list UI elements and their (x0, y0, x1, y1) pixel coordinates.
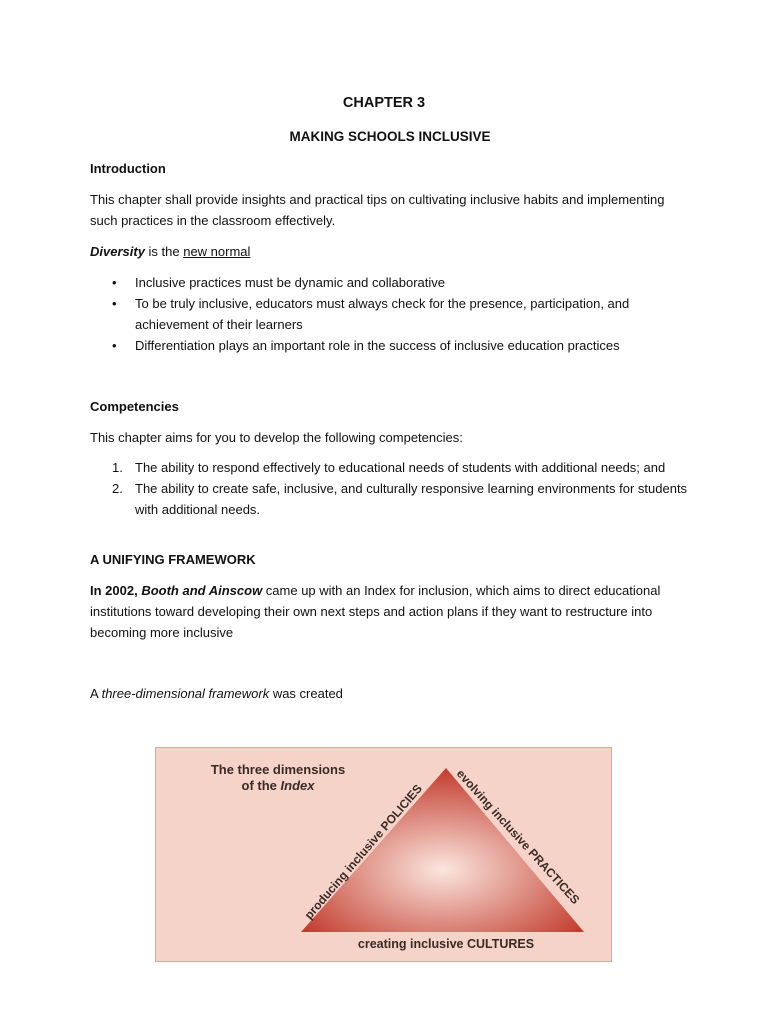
left-edge-label-path: producing inclusive POLICIES (301, 781, 426, 922)
introduction-paragraph: This chapter shall provide insights and practical tips on cultivating inclusive habits and implementing such practices in the classroom effectively. (90, 192, 665, 228)
chapter-title: CHAPTER 3 (342, 95, 426, 111)
list-item (90, 272, 690, 293)
list-item (90, 335, 690, 356)
bullet-icon: • (112, 296, 117, 311)
bottom-edge-label: creating inclusive CULTURES (357, 937, 535, 951)
competencies-heading: Competencies (90, 399, 179, 414)
list-item-text: The ability to create safe, inclusive, and culturally responsive learning environments for students with additional needs. (135, 481, 688, 517)
introduction-heading: Introduction (90, 161, 166, 176)
list-item (90, 457, 690, 478)
list-item (90, 478, 690, 520)
diversity-mid: is the (144, 244, 184, 259)
list-item (90, 293, 690, 335)
chapter-subtitle: MAKING SCHOOLS INCLUSIVE (289, 129, 491, 144)
figure-title (178, 762, 378, 794)
bullet-icon: • (112, 338, 117, 353)
framework-rest: came up with an Index for inclusion, which aims to direct educational institutions toward developing their own next steps and action plans if they want to restructure into becoming more inclusive (90, 583, 661, 640)
competencies-numbered-list (90, 457, 690, 520)
tdf-tail: was created (269, 686, 343, 701)
tdf-lead: A (90, 686, 102, 701)
tdf-italic: three-dimensional framework (101, 686, 270, 701)
list-number: 1. (112, 460, 123, 475)
framework-paragraph (90, 580, 690, 643)
competencies-intro: This chapter aims for you to develop the following competencies: (90, 430, 463, 445)
right-edge-label-path: evolving inclusive PRACTICES (453, 766, 583, 907)
list-number: 2. (112, 481, 123, 496)
new-normal-text: new normal (183, 244, 251, 259)
diversity-line (90, 241, 690, 262)
framework-year: In 2002, (90, 583, 138, 598)
framework-heading: A UNIFYING FRAMEWORK (90, 552, 256, 567)
list-item-text: The ability to respond effectively to educational needs of students with additional needs; and (135, 460, 666, 475)
figure-title-line2-pre: of the (241, 778, 281, 793)
bullet-icon: • (112, 275, 117, 290)
bullet-text: To be truly inclusive, educators must always check for the presence, participation, and achievement of their learners (135, 296, 630, 332)
figure-title-line1: The three dimensions (210, 762, 346, 777)
diversity-word: Diversity (90, 244, 145, 259)
figure-title-line2 (178, 778, 378, 794)
framework-authors: Booth and Ainscow (141, 583, 263, 598)
three-dimensional-line (90, 683, 690, 704)
introduction-bullet-list (90, 272, 690, 356)
index-dimensions-figure (155, 747, 612, 962)
bullet-text: Differentiation plays an important role in the success of inclusive education practices (135, 338, 620, 353)
figure-title-index: Index (280, 778, 315, 793)
bullet-text: Inclusive practices must be dynamic and collaborative (135, 275, 445, 290)
